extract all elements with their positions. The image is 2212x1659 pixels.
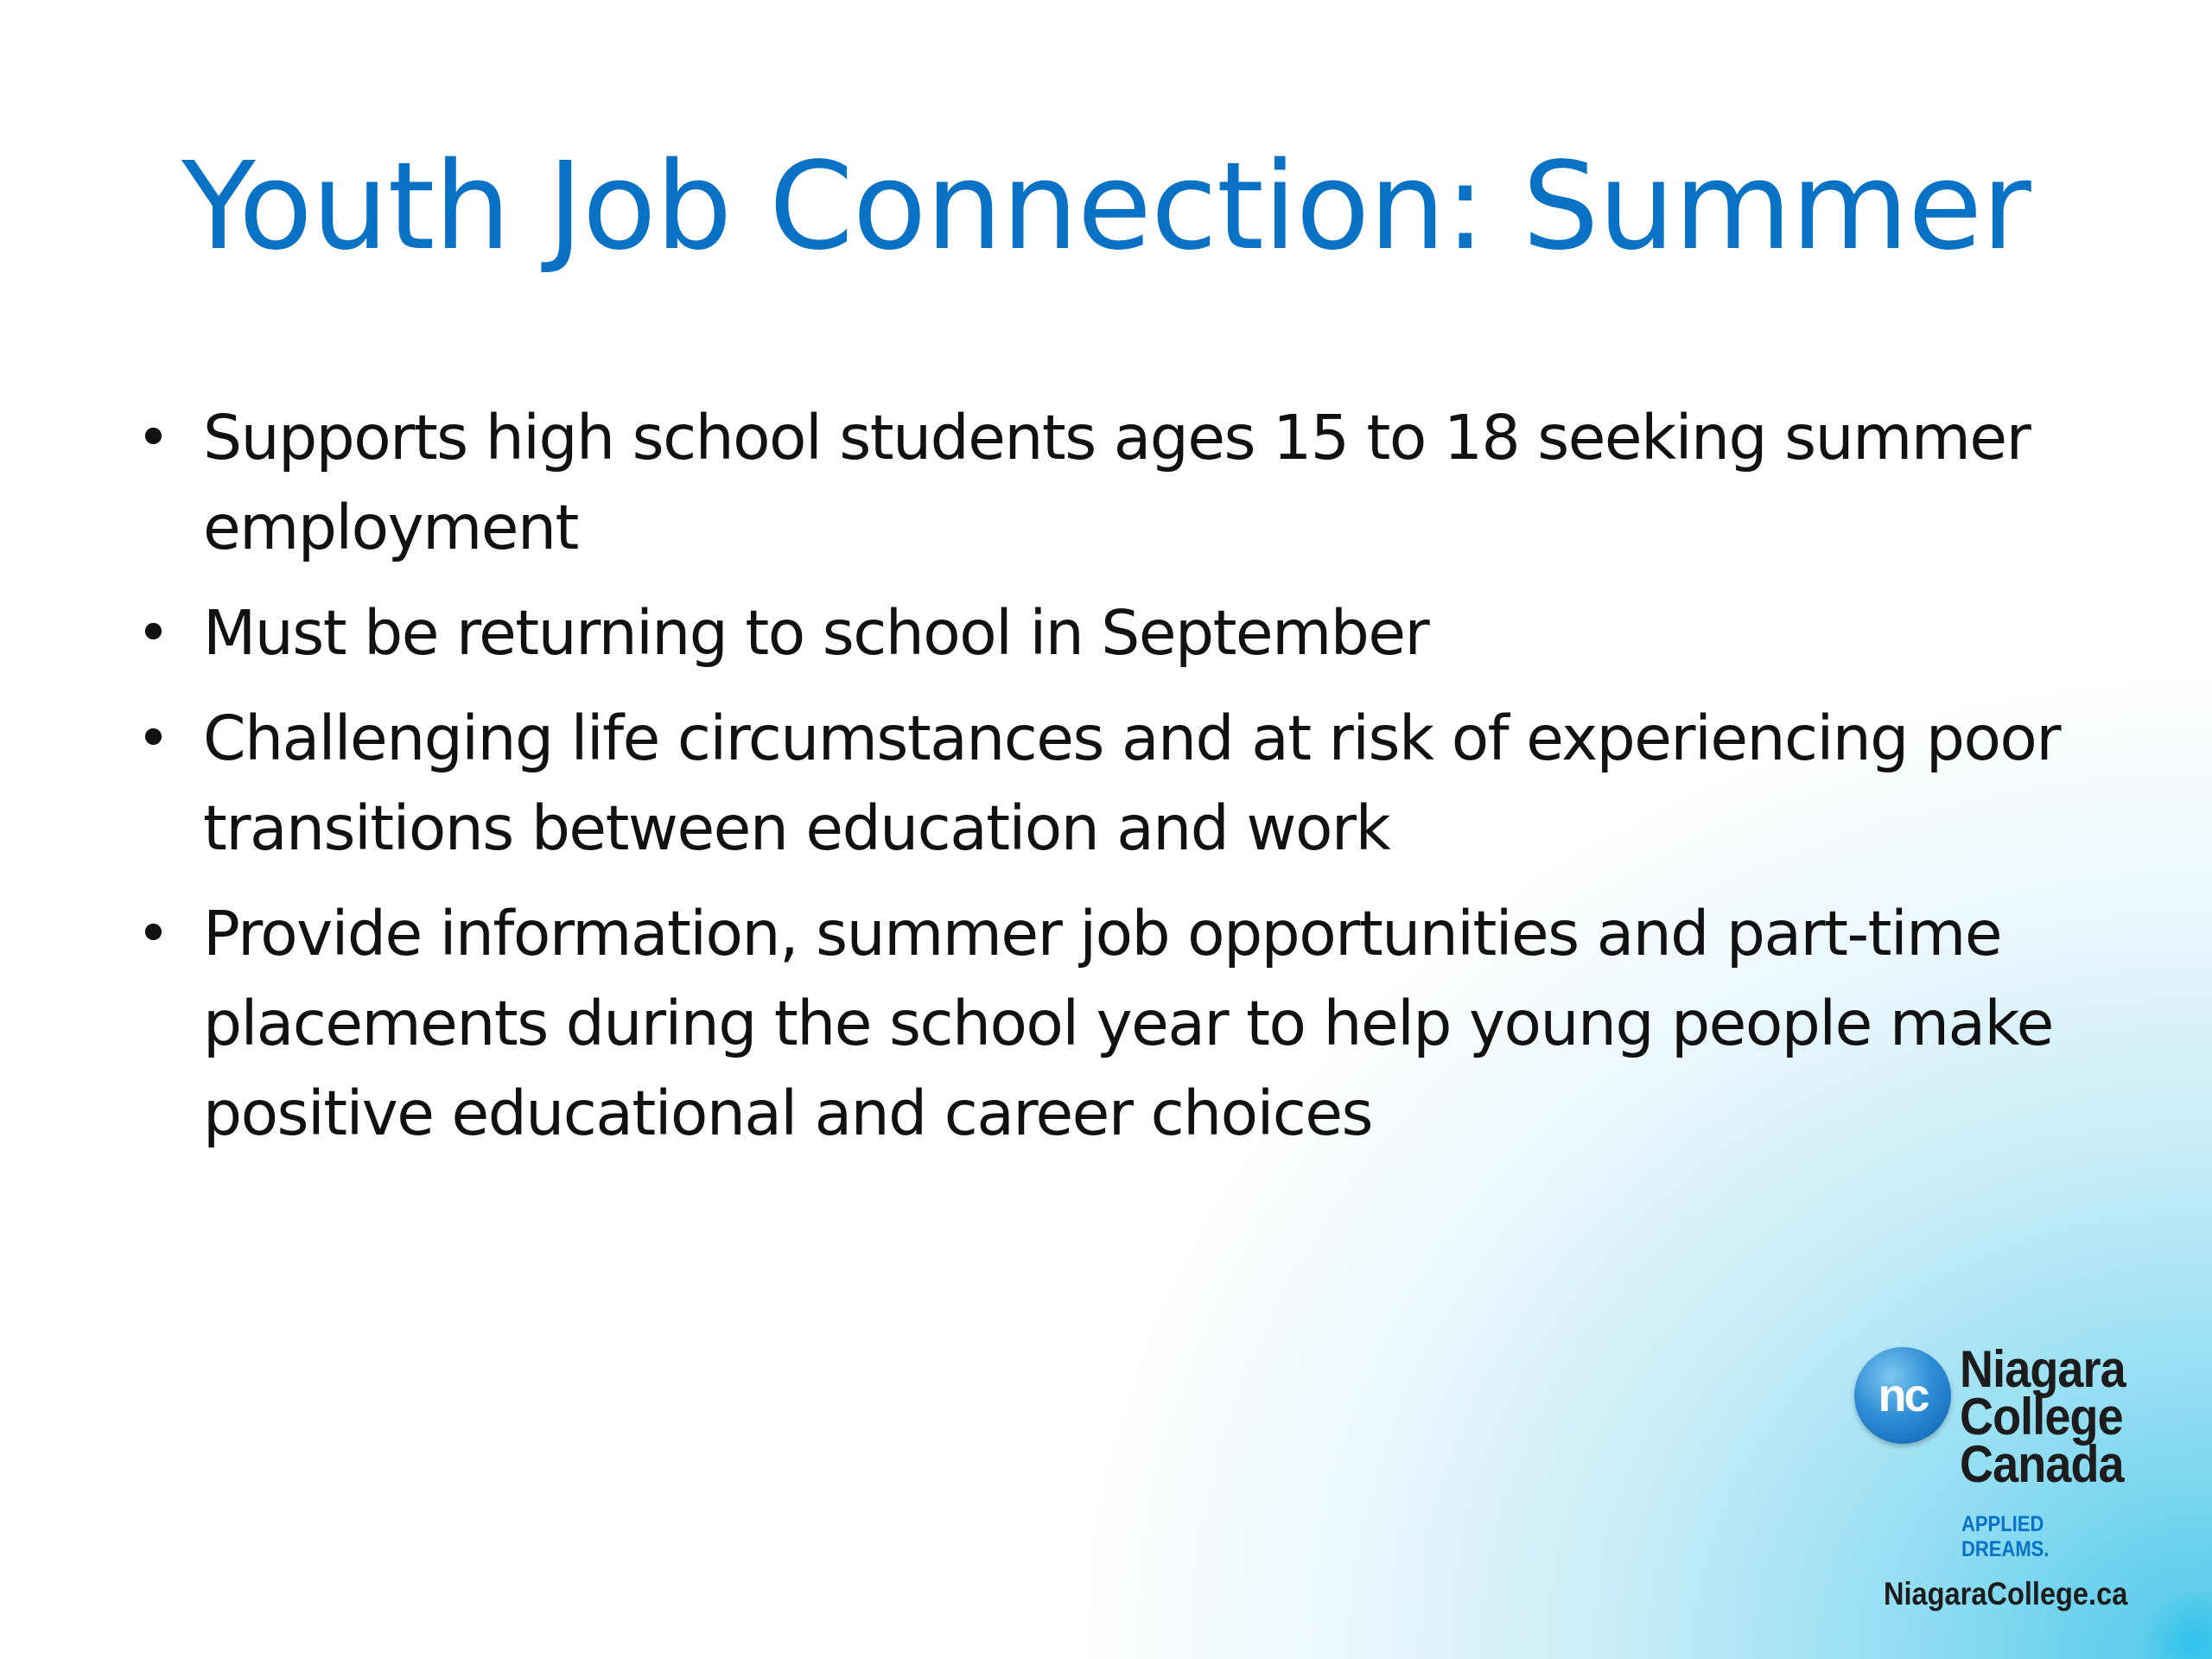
bullet-marker: • — [137, 900, 169, 967]
bullet-text: Supports high school students ages 15 to 18 seeking summer employment — [203, 402, 2031, 563]
bullet-item — [130, 393, 2100, 573]
logo-name-line: Niagara — [1960, 1340, 2126, 1398]
logo-name-line: College — [1960, 1388, 2123, 1446]
bullet-marker: • — [137, 600, 169, 666]
bullet-marker: • — [137, 404, 169, 471]
logo-name-line: Canada — [1960, 1435, 2124, 1493]
bullet-item — [130, 588, 2100, 678]
bullet-item — [130, 694, 2100, 874]
bullet-item — [130, 889, 2100, 1159]
logo-tagline: APPLIED DREAMS. — [1961, 1512, 2050, 1561]
bullet-text: Provide information, summer job opportunities and part-time placements during the school year to help young people make positive educational and career choices — [203, 898, 2053, 1149]
website-url: NiagaraCollege.ca — [1884, 1576, 2128, 1611]
bullet-list — [130, 393, 2100, 1174]
slide-title: Youth Job Connection: Summer — [181, 137, 2031, 277]
bullet-text: Challenging life circumstances and at risk of experiencing poor transitions between education and work — [203, 702, 2061, 864]
bullet-marker: • — [137, 705, 169, 772]
nc-logo-icon: nc — [1854, 1347, 1951, 1444]
bullet-text: Must be returning to school in September — [203, 597, 1429, 669]
logo-wordmark — [1960, 1340, 2126, 1493]
